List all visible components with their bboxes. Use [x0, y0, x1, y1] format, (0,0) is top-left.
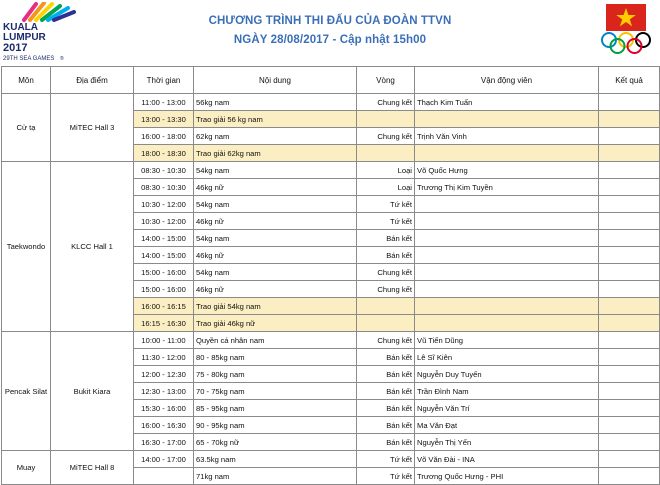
- content-cell: 54kg nam: [194, 264, 357, 281]
- olympic-rings-icon: [602, 33, 650, 53]
- result-cell: [599, 434, 660, 451]
- round-cell: Chung kết: [357, 332, 415, 349]
- logo-line1: KUALA: [3, 22, 38, 33]
- time-cell: 08:30 - 10:30: [134, 179, 194, 196]
- content-cell: 63.5kg nam: [194, 451, 357, 468]
- athlete-cell: Nguyễn Duy Tuyến: [415, 366, 599, 383]
- round-cell: Chung kết: [357, 264, 415, 281]
- content-cell: 46kg nữ: [194, 247, 357, 264]
- result-cell: [599, 196, 660, 213]
- logo-mark: ®: [60, 56, 64, 62]
- column-header-result: Kết quả: [599, 67, 660, 94]
- result-cell: [599, 468, 660, 485]
- schedule-table-body: [2, 94, 660, 485]
- time-cell: 08:30 - 10:30: [134, 162, 194, 179]
- round-cell: Loại: [357, 179, 415, 196]
- athlete-cell: Võ Quốc Hưng: [415, 162, 599, 179]
- table-row: [2, 94, 660, 111]
- time-cell: 15:00 - 16:00: [134, 264, 194, 281]
- athlete-cell: Nguyễn Văn Trí: [415, 400, 599, 417]
- round-cell: Bán kết: [357, 247, 415, 264]
- athlete-cell: Võ Văn Đài - INA: [415, 451, 599, 468]
- round-cell: Bán kết: [357, 400, 415, 417]
- result-cell: [599, 366, 660, 383]
- sport-cell: Taekwondo: [2, 162, 51, 332]
- athlete-cell: [415, 298, 599, 315]
- athlete-cell: Trương Quốc Hưng - PHI: [415, 468, 599, 485]
- page-subtitle: NGÀY 28/08/2017 - Cập nhật 15h00: [233, 34, 427, 46]
- page-title: CHƯƠNG TRÌNH THI ĐẤU CỦA ĐOÀN TTVN: [208, 15, 452, 27]
- athlete-cell: Vũ Tiến Dũng: [415, 332, 599, 349]
- sport-cell: Cử tạ: [2, 94, 51, 162]
- column-header-round: Vòng: [357, 67, 415, 94]
- time-cell: 10:00 - 11:00: [134, 332, 194, 349]
- round-cell: Chung kết: [357, 281, 415, 298]
- time-cell: 16:30 - 17:00: [134, 434, 194, 451]
- athlete-cell: [415, 111, 599, 128]
- round-cell: Tứ kết: [357, 213, 415, 230]
- time-cell: 14:00 - 17:00: [134, 451, 194, 468]
- result-cell: [599, 179, 660, 196]
- time-cell: 15:30 - 16:00: [134, 400, 194, 417]
- athlete-cell: Trần Đình Nam: [415, 383, 599, 400]
- content-cell: Trao giải 54kg nam: [194, 298, 357, 315]
- content-cell: 65 - 70kg nữ: [194, 434, 357, 451]
- content-cell: 54kg nam: [194, 196, 357, 213]
- content-cell: 54kg nam: [194, 162, 357, 179]
- athlete-cell: [415, 315, 599, 332]
- content-cell: 85 - 95kg nam: [194, 400, 357, 417]
- round-cell: Bán kết: [357, 349, 415, 366]
- result-cell: [599, 451, 660, 468]
- content-cell: Trao giải 62kg nam: [194, 145, 357, 162]
- time-cell: 11:00 - 13:00: [134, 94, 194, 111]
- round-cell: Chung kết: [357, 94, 415, 111]
- time-cell: 13:00 - 13:30: [134, 111, 194, 128]
- athlete-cell: [415, 247, 599, 264]
- round-cell: [357, 315, 415, 332]
- column-header-time: Thời gian: [134, 67, 194, 94]
- result-cell: [599, 213, 660, 230]
- athlete-cell: [415, 213, 599, 230]
- sport-cell: Muay: [2, 451, 51, 485]
- round-cell: [357, 298, 415, 315]
- content-cell: 56kg nam: [194, 94, 357, 111]
- result-cell: [599, 383, 660, 400]
- result-cell: [599, 349, 660, 366]
- time-cell: 14:00 - 15:00: [134, 230, 194, 247]
- time-cell: 16:00 - 16:15: [134, 298, 194, 315]
- content-cell: 54kg nam: [194, 230, 357, 247]
- result-cell: [599, 315, 660, 332]
- round-cell: Bán kết: [357, 230, 415, 247]
- time-cell: 10:30 - 12:00: [134, 213, 194, 230]
- result-cell: [599, 128, 660, 145]
- athlete-cell: [415, 196, 599, 213]
- athlete-cell: Lê Sĩ Kiên: [415, 349, 599, 366]
- content-cell: Trao giải 46kg nữ: [194, 315, 357, 332]
- kuala-lumpur-2017-logo: [2, 2, 84, 66]
- logo-line4: 29TH SEA GAMES: [3, 56, 55, 62]
- round-cell: Tứ kết: [357, 451, 415, 468]
- content-cell: 62kg nam: [194, 128, 357, 145]
- time-cell: 16:15 - 16:30: [134, 315, 194, 332]
- sport-cell: Pencak Silat: [2, 332, 51, 451]
- table-row: [2, 451, 660, 468]
- result-cell: [599, 332, 660, 349]
- round-cell: Bán kết: [357, 383, 415, 400]
- athlete-cell: [415, 230, 599, 247]
- round-cell: Bán kết: [357, 366, 415, 383]
- time-cell: [134, 468, 194, 485]
- round-cell: Bán kết: [357, 434, 415, 451]
- result-cell: [599, 298, 660, 315]
- content-cell: 70 - 75kg nam: [194, 383, 357, 400]
- athlete-cell: Trương Thị Kim Tuyền: [415, 179, 599, 196]
- content-cell: 71kg nam: [194, 468, 357, 485]
- table-row: [2, 332, 660, 349]
- page-header: [0, 0, 660, 62]
- athlete-cell: Trịnh Văn Vinh: [415, 128, 599, 145]
- time-cell: 10:30 - 12:00: [134, 196, 194, 213]
- result-cell: [599, 111, 660, 128]
- result-cell: [599, 417, 660, 434]
- round-cell: Loại: [357, 162, 415, 179]
- venue-cell: KLCC Hall 1: [51, 162, 134, 332]
- content-cell: Trao giải 56 kg nam: [194, 111, 357, 128]
- venue-cell: Bukit Kiara: [51, 332, 134, 451]
- column-header-sport: Môn: [2, 67, 51, 94]
- time-cell: 15:00 - 16:00: [134, 281, 194, 298]
- result-cell: [599, 145, 660, 162]
- result-cell: [599, 281, 660, 298]
- time-cell: 16:00 - 18:00: [134, 128, 194, 145]
- result-cell: [599, 162, 660, 179]
- logo-line3: 2017: [3, 42, 28, 54]
- time-cell: 11:30 - 12:00: [134, 349, 194, 366]
- column-header-venue: Địa điểm: [51, 67, 134, 94]
- athlete-cell: Nguyễn Thị Yến: [415, 434, 599, 451]
- athlete-cell: Thạch Kim Tuấn: [415, 94, 599, 111]
- content-cell: 80 - 85kg nam: [194, 349, 357, 366]
- time-cell: 18:00 - 18:30: [134, 145, 194, 162]
- result-cell: [599, 94, 660, 111]
- time-cell: 12:30 - 13:00: [134, 383, 194, 400]
- round-cell: Chung kết: [357, 128, 415, 145]
- content-cell: 46kg nữ: [194, 213, 357, 230]
- content-cell: 46kg nữ: [194, 179, 357, 196]
- content-cell: 90 - 95kg nam: [194, 417, 357, 434]
- round-cell: Bán kết: [357, 417, 415, 434]
- content-cell: 75 - 80kg nam: [194, 366, 357, 383]
- round-cell: Tứ kết: [357, 196, 415, 213]
- round-cell: [357, 145, 415, 162]
- schedule-table: [1, 66, 660, 485]
- result-cell: [599, 264, 660, 281]
- time-cell: 14:00 - 15:00: [134, 247, 194, 264]
- table-row: [2, 162, 660, 179]
- result-cell: [599, 247, 660, 264]
- result-cell: [599, 230, 660, 247]
- venue-cell: MiTEC Hall 3: [51, 94, 134, 162]
- column-header-content: Nội dung: [194, 67, 357, 94]
- athlete-cell: [415, 281, 599, 298]
- athlete-cell: [415, 145, 599, 162]
- column-header-athlete: Vận động viên: [415, 67, 599, 94]
- result-cell: [599, 400, 660, 417]
- table-header-row: [2, 67, 660, 94]
- athlete-cell: [415, 264, 599, 281]
- athlete-cell: Ma Văn Đạt: [415, 417, 599, 434]
- logo-line2: LUMPUR: [3, 32, 46, 43]
- round-cell: Tứ kết: [357, 468, 415, 485]
- vietnam-olympic-committee-logo: [598, 4, 658, 54]
- round-cell: [357, 111, 415, 128]
- time-cell: 12:00 - 12:30: [134, 366, 194, 383]
- content-cell: 46kg nữ: [194, 281, 357, 298]
- content-cell: Quyền cá nhân nam: [194, 332, 357, 349]
- venue-cell: MiTEC Hall 8: [51, 451, 134, 485]
- time-cell: 16:00 - 16:30: [134, 417, 194, 434]
